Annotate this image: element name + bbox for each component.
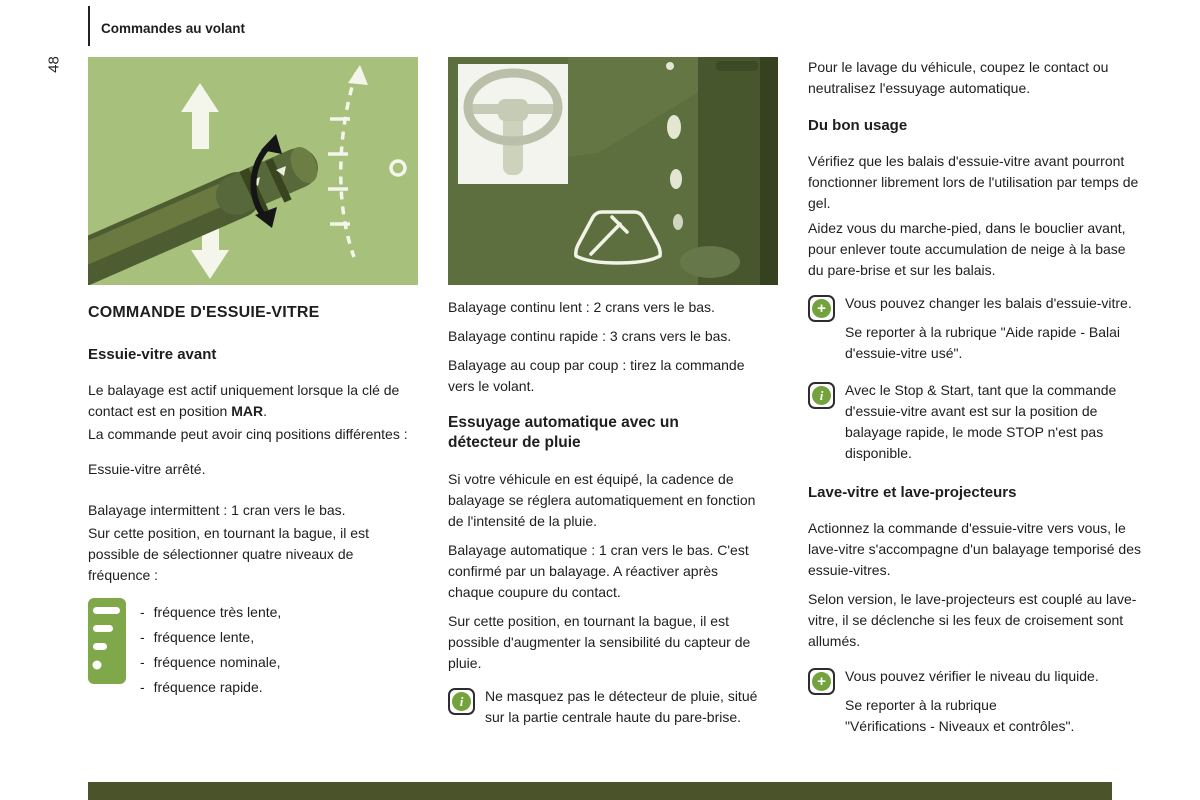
paragraph: Balayage automatique : 1 cran vers le bas. C'est confirmé par un balayage. A réactiver après chaque coupure du contact. bbox=[448, 541, 749, 600]
list-item: - fréquence rapide. bbox=[140, 675, 281, 700]
page-number: 48 bbox=[45, 56, 63, 73]
info-note bbox=[448, 686, 780, 728]
paragraph: Selon version, le lave-projecteurs est couplé au lave-vitre, il se déclenche si les feux de croisement sont allumés. bbox=[808, 591, 1137, 649]
bold-mar: MAR bbox=[231, 403, 264, 419]
note-text: Avec le Stop & Start, tant que la commande d'essuie-vitre avant est sur la position de balayage rapide, le mode STOP n'est pas disponible. bbox=[845, 382, 1117, 461]
info-note bbox=[808, 380, 1144, 464]
paragraph: Si votre véhicule en est équipé, la cadence de balayage se réglera automatiquement en fonction de l'intensité de la pluie. bbox=[448, 470, 756, 529]
left-title: COMMANDE D'ESSUIE-VITRE bbox=[88, 304, 320, 321]
info-icon: i bbox=[448, 688, 475, 715]
paragraph: Essuie-vitre arrêté. bbox=[88, 461, 206, 477]
header-divider bbox=[88, 6, 90, 46]
paragraph: Pour le lavage du véhicule, coupez le contact ou neutralisez l'essuyage automatique. bbox=[808, 59, 1109, 96]
info-icon: i bbox=[808, 382, 835, 409]
note-text bbox=[845, 666, 1144, 737]
list-dash: - bbox=[140, 654, 145, 670]
vent-slot bbox=[716, 61, 758, 71]
paragraph: Se reporter à la rubrique "Aide rapide - Balai d'essuie-vitre usé". bbox=[845, 324, 1121, 361]
paragraph: La commande peut avoir cinq positions différentes : bbox=[88, 426, 408, 442]
paragraph: Sur cette position, en tournant la bague, il est possible de sélectionner quatre niveaux de fréquence : bbox=[88, 525, 369, 583]
paragraph: Balayage au coup par coup : tirez la commande vers le volant. bbox=[448, 357, 745, 394]
plus-note bbox=[808, 666, 1144, 737]
paragraph: Actionnez la commande d'essuie-vitre vers vous, le lave-vitre s'accompagne d'un balayage temporisé des essuie-vitres. bbox=[808, 520, 1141, 578]
wiper-stalk-illustration bbox=[88, 57, 418, 285]
paragraph: Balayage intermittent : 1 cran vers le bas. bbox=[88, 502, 346, 518]
plus-icon: + bbox=[808, 295, 835, 322]
list-item: - fréquence nominale, bbox=[140, 650, 281, 675]
right-heading-washer: Lave-vitre et lave-projecteurs bbox=[808, 484, 1017, 501]
frequency-block bbox=[88, 598, 420, 700]
steering-wheel-illustration bbox=[448, 57, 778, 285]
wiper-frequency-icon bbox=[88, 598, 126, 684]
column-left bbox=[88, 57, 420, 700]
steering-wheel-panel bbox=[458, 64, 568, 184]
paragraph: Balayage continu lent : 2 crans vers le bas. bbox=[448, 299, 715, 315]
footer-bar bbox=[88, 782, 1112, 800]
plus-note bbox=[808, 293, 1144, 364]
paragraph: Se reporter à la rubrique bbox=[845, 697, 997, 713]
note-text: Ne masquez pas le détecteur de pluie, situé sur la partie centrale haute du pare-brise. bbox=[485, 687, 758, 725]
column-right bbox=[808, 57, 1144, 737]
column-middle bbox=[448, 57, 780, 728]
middle-title: Essuyage automatique avec un détecteur de pluie bbox=[448, 414, 679, 451]
paragraph: "Vérifications - Niveaux et contrôles". bbox=[845, 718, 1075, 734]
list-item: - fréquence très lente, bbox=[140, 600, 281, 625]
right-heading-usage: Du bon usage bbox=[808, 117, 908, 134]
paragraph: Le balayage est actif uniquement lorsque la clé de contact est en position MAR. bbox=[88, 382, 400, 419]
section-header: Commandes au volant bbox=[101, 21, 246, 36]
paragraph: Vous pouvez vérifier le niveau du liquide. bbox=[845, 668, 1099, 684]
paragraph: Vous pouvez changer les balais d'essuie-vitre. bbox=[845, 295, 1132, 311]
list-item: - fréquence lente, bbox=[140, 625, 281, 650]
paragraph: Balayage continu rapide : 3 crans vers le bas. bbox=[448, 328, 732, 344]
paragraph: Aidez vous du marche-pied, dans le bouclier avant, pour enlever toute accumulation de neige à la base du pare-brise et sur les balais. bbox=[808, 220, 1126, 278]
list-dash: - bbox=[140, 604, 145, 620]
list-dash: - bbox=[140, 679, 145, 695]
list-dash: - bbox=[140, 629, 145, 645]
note-text bbox=[845, 293, 1144, 364]
paragraph: Sur cette position, en tournant la bague, il est possible d'augmenter la sensibilité du capteur de pluie. bbox=[448, 612, 751, 671]
left-subtitle: Essuie-vitre avant bbox=[88, 346, 217, 363]
plus-icon: + bbox=[808, 668, 835, 695]
paragraph: Vérifiez que les balais d'essuie-vitre avant pourront fonctionner librement lors de l'utilisation par temps de gel. bbox=[808, 153, 1139, 211]
frequency-list bbox=[140, 598, 281, 700]
darker-edge bbox=[760, 57, 778, 285]
